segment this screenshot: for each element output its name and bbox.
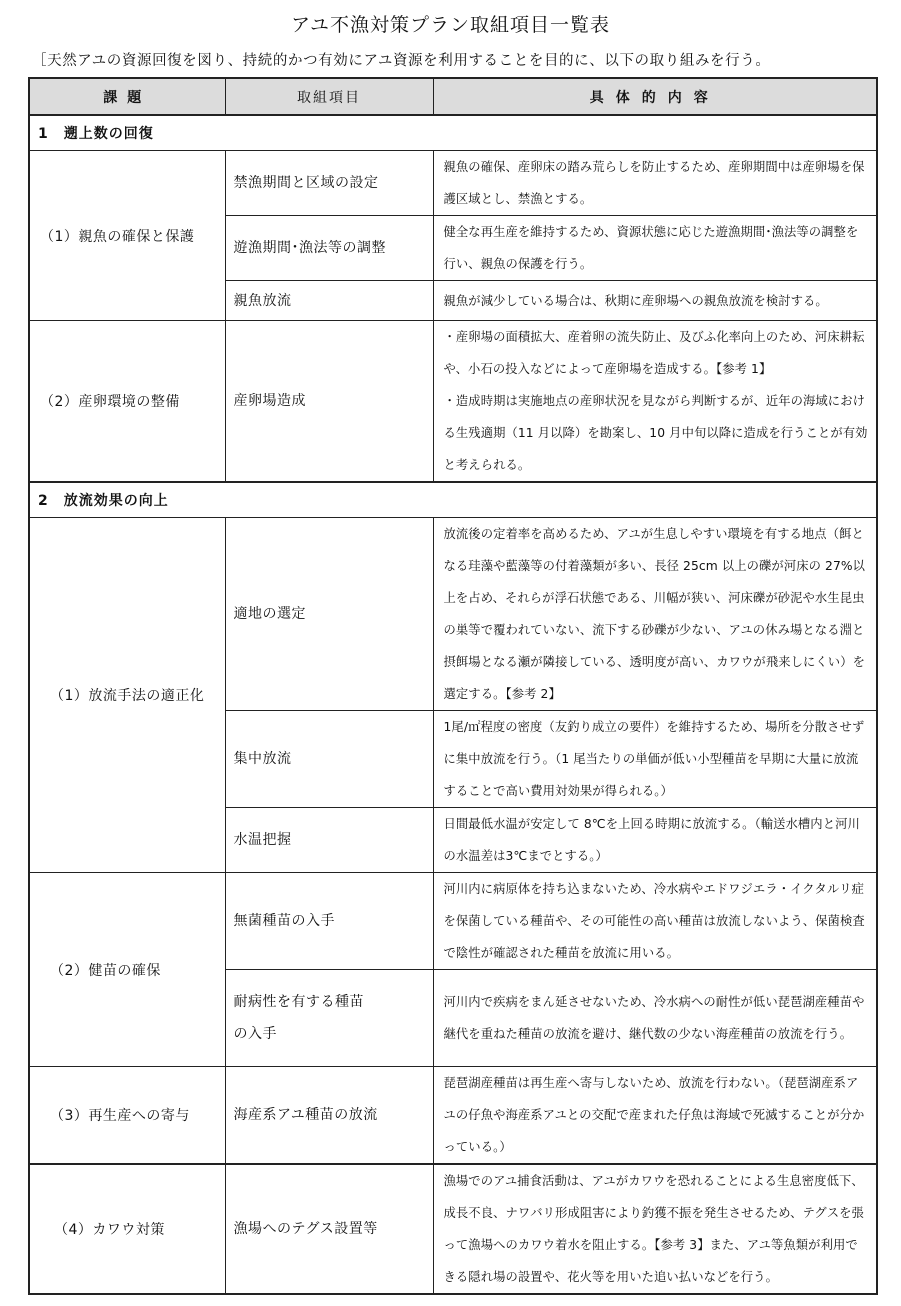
detail-cell: 漁場でのアユ捕食活動は、アユがカワウを恐れることによる生息密度低下、成長不良、ナワバリ形成阻害により釣獲不振を発生させるため、テグスを張って漁場へのカワウ着水を阻止する。【参考 3】また、アユ等魚類が利用できる隠れ場の設置や、花火等を用いた追い払いなどを行う。: [433, 1164, 877, 1294]
issue-cell: （1）放流手法の適正化: [29, 518, 225, 873]
table-row: [29, 321, 877, 483]
issue-cell: （2）健苗の確保: [29, 873, 225, 1067]
table-row: [29, 1067, 877, 1165]
detail-cell: 親魚が減少している場合は、秋期に産卵場への親魚放流を検討する。: [433, 281, 877, 321]
table-row: [29, 873, 877, 970]
item-cell: 産卵場造成: [225, 321, 433, 483]
issue-cell: （3）再生産への寄与: [29, 1067, 225, 1165]
issue-cell: （2）産卵環境の整備: [29, 321, 225, 483]
section-row: [29, 482, 877, 518]
table-row: [29, 518, 877, 711]
item-cell: 耐病性を有する種苗の入手: [225, 970, 433, 1067]
detail-cell: 放流後の定着率を高めるため、アユが生息しやすい環境を有する地点（餌となる珪藻や藍藻等の付着藻類が多い、長径 25cm 以上の礫が河床の 27%以上を占め、それらが浮石状態である、川幅が狭い、河床礫が砂泥や水生昆虫の巣等で覆われていない、流下する砂礫が少ない、アユの休み場となる淵と摂餌場となる瀬が隣接している、透明度が高い、カワウが飛来しにくい）を選定する。【参考 2】: [433, 518, 877, 711]
detail-cell: 健全な再生産を維持するため、資源状態に応じた遊漁期間･漁法等の調整を行い、親魚の保護を行う。: [433, 216, 877, 281]
item-cell: 水温把握: [225, 808, 433, 873]
table-header-row: [29, 78, 877, 115]
detail-cell: 親魚の確保、産卵床の踏み荒らしを防止するため、産卵期間中は産卵場を保護区域とし、禁漁とする。: [433, 151, 877, 216]
header-item: 取組項目: [225, 78, 433, 115]
section-label: 2 放流効果の向上: [29, 482, 877, 518]
issue-cell: （4）カワウ対策: [29, 1164, 225, 1294]
item-cell: 漁場へのテグス設置等: [225, 1164, 433, 1294]
item-cell: 禁漁期間と区域の設定: [225, 151, 433, 216]
item-cell: 遊漁期間･漁法等の調整: [225, 216, 433, 281]
table-row: [29, 151, 877, 216]
item-cell: 集中放流: [225, 711, 433, 808]
detail-cell: 河川内で疾病をまん延させないため、冷水病への耐性が低い琵琶湖産種苗や継代を重ねた種苗の放流を避け、継代数の少ない海産種苗の放流を行う。: [433, 970, 877, 1067]
header-detail: 具体的内容: [433, 78, 877, 115]
header-issue: 課題: [29, 78, 225, 115]
measures-table: [28, 77, 878, 1295]
section-row: [29, 115, 877, 151]
detail-cell: 日間最低水温が安定して 8℃を上回る時期に放流する。（輸送水槽内と河川の水温差は3℃までとする。）: [433, 808, 877, 873]
detail-cell: 1尾/㎡程度の密度（友釣り成立の要件）を維持するため、場所を分散させずに集中放流を行う。（1 尾当たりの単価が低い小型種苗を早期に大量に放流することで高い費用対効果が得られる。）: [433, 711, 877, 808]
detail-cell: 河川内に病原体を持ち込まないため、冷水病やエドワジエラ・イクタルリ症を保菌している種苗や、その可能性の高い種苗は放流しないよう、保菌検査で陰性が確認された種苗を放流に用いる。: [433, 873, 877, 970]
intro-text: ［天然アユの資源回復を図り、持続的かつ有効にアユ資源を利用することを目的に、以下の取り組みを行う。: [32, 53, 771, 69]
table-row: [29, 1164, 877, 1294]
detail-cell: 琵琶湖産種苗は再生産へ寄与しないため、放流を行わない。（琵琶湖産系アユの仔魚や海産系アユとの交配で産まれた仔魚は海域で死滅することが分かっている。）: [433, 1067, 877, 1165]
issue-cell: （1）親魚の確保と保護: [29, 151, 225, 321]
item-cell: 無菌種苗の入手: [225, 873, 433, 970]
item-cell: 適地の選定: [225, 518, 433, 711]
item-cell: 親魚放流: [225, 281, 433, 321]
item-cell: 海産系アユ種苗の放流: [225, 1067, 433, 1165]
page-title: アユ不漁対策プラン取組項目一覧表: [290, 14, 611, 36]
detail-cell: ・産卵場の面積拡大、産着卵の流失防止、及びふ化率向上のため、河床耕耘や、小石の投入などによって産卵場を造成する。【参考 1】 ・造成時期は実施地点の産卵状況を見ながら判断するが、近年の海域における生残適期（11 月以降）を勘案し、10 月中旬以降に造成を行うことが有効と考えられる。: [433, 321, 877, 483]
section-label: 1 遡上数の回復: [29, 115, 877, 151]
